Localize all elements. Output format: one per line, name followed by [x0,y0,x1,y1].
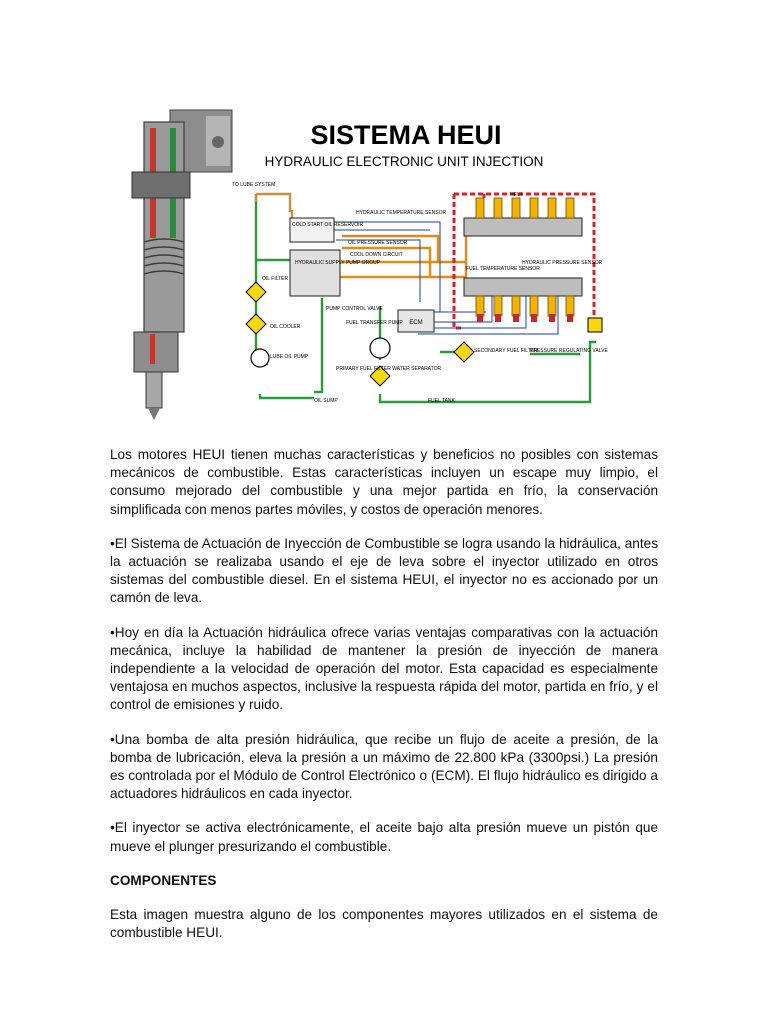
figure-subtitle: HYDRAULIC ELECTRONIC UNIT INJECTION [264,154,544,169]
secondary-fuel-filter-symbol [454,342,474,362]
heui-diagram [110,102,610,422]
paragraph-actuation: •El Sistema de Actuación de Inyección de Combustible se logra usando la hidráulica, antes la actuación se realizaba usando el eje de leva sobre el inyector utilizado en otros sistemas del combustible diesel. En el sistema HEUI, el inyector no es accionado por un camón de leva. [110,535,658,606]
figure-title: SISTEMA HEUI [310,120,502,150]
label-cold-start-oil-reservoir: COLD START OIL RESERVOIR [292,222,364,228]
label-secondary-fuel-filter: SECONDARY FUEL FILTER [474,348,538,354]
paragraph-advantages: •Hoy en día la Actuación hidráulica ofrece varias ventajas comparativas con la actuación mecánica, incluye la habilidad de mantener la presión de inyección de manera independiente a la velocidad de operación del motor. Esta capacidad es especialmente ventajosa en muchos aspectos, inclusive la respuesta rápida del motor, partida en frío, y el control de emisiones y ruido. [110,624,658,713]
injector-tips [477,314,573,322]
label-hydraulic-temperature-sensor: HYDRAULIC TEMPERATURE SENSOR [356,210,447,216]
hydraulic-supply-pump-group [290,250,340,296]
label-to-lube-system: TO LUBE SYSTEM [232,182,276,188]
upper-rail [464,218,582,236]
injectors [476,198,574,316]
label-oil-sump: OIL SUMP [314,398,338,404]
oil-cooler-symbol [246,314,266,334]
label-primary-fuel-filter: PRIMARY FUEL FILTER WATER SEPARATOR [336,366,442,372]
label-cool-down-circuit: COOL DOWN CIRCUIT [350,252,403,258]
label-pressure-regulating-valve: PRESSURE REGULATING VALVE [530,348,608,354]
fuel-transfer-pump-symbol [370,338,390,358]
label-oil-cooler: OIL COOLER [270,324,301,330]
section-heading: COMPONENTES [110,872,217,888]
lower-rail [464,278,582,296]
heui-system-figure [110,102,610,422]
label-fuel-transfer-pump: FUEL TRANSFER PUMP [346,320,403,326]
lube-oil-pump-symbol [251,349,269,367]
injector-illustration [110,102,232,422]
paragraph-pump: •Una bomba de alta presión hidráulica, que recibe un flujo de aceite a presión, de la bomba de lubricación, eleva la presión a un máximo de 22.800 kPa (3300psi.) La presión es controlada por el Módulo de Control Electrónico o (ECM). El flujo hidráulico es dirigido a actuadores hidráulicos en cada inyector. [110,731,658,802]
label-hydraulic-supply-pump-group: HYDRAULIC SUPPLY PUMP GROUP [295,260,381,266]
label-pump-control-valve: PUMP CONTROL VALVE [326,306,383,312]
label-ecm: ECM [409,320,423,326]
label-oil-filter: OIL FILTER [262,276,289,282]
paragraph-injector: •El inyector se activa electrónicamente, el aceite bajo alta presión mueve un pistón que mueve el plunger presurizando el combustible. [110,820,658,854]
pressure-regulating-valve-symbol [588,318,602,332]
label-oil-pressure-sensor: OIL PRESSURE SENSOR [348,240,408,246]
oil-filter-symbol [246,282,266,302]
paragraph-intro: Los motores HEUI tienen muchas características y beneficios no posibles con sistemas mecánicos de combustible. Estas características incluyen un escape muy limpio, el consumo mejorado del combustible y una mejor partida en frío, la conservación simplificada con menos partes móviles, y costos de operación menores. [110,447,658,517]
label-fuel-tank: FUEL TANK [428,398,455,404]
article-body [110,446,658,958]
paragraph-closing: Esta imagen muestra alguno de los componentes mayores utilizados en el sistema de combustible HEUI. [110,907,658,941]
label-heui: HEUI [510,192,522,198]
label-hydraulic-pressure-sensor: HYDRAULIC PRESSURE SENSOR [522,260,603,266]
label-lube-oil-pump: LUBE OIL PUMP [270,354,309,360]
label-fuel-temperature-sensor: FUEL TEMPERATURE SENSOR [466,266,540,272]
